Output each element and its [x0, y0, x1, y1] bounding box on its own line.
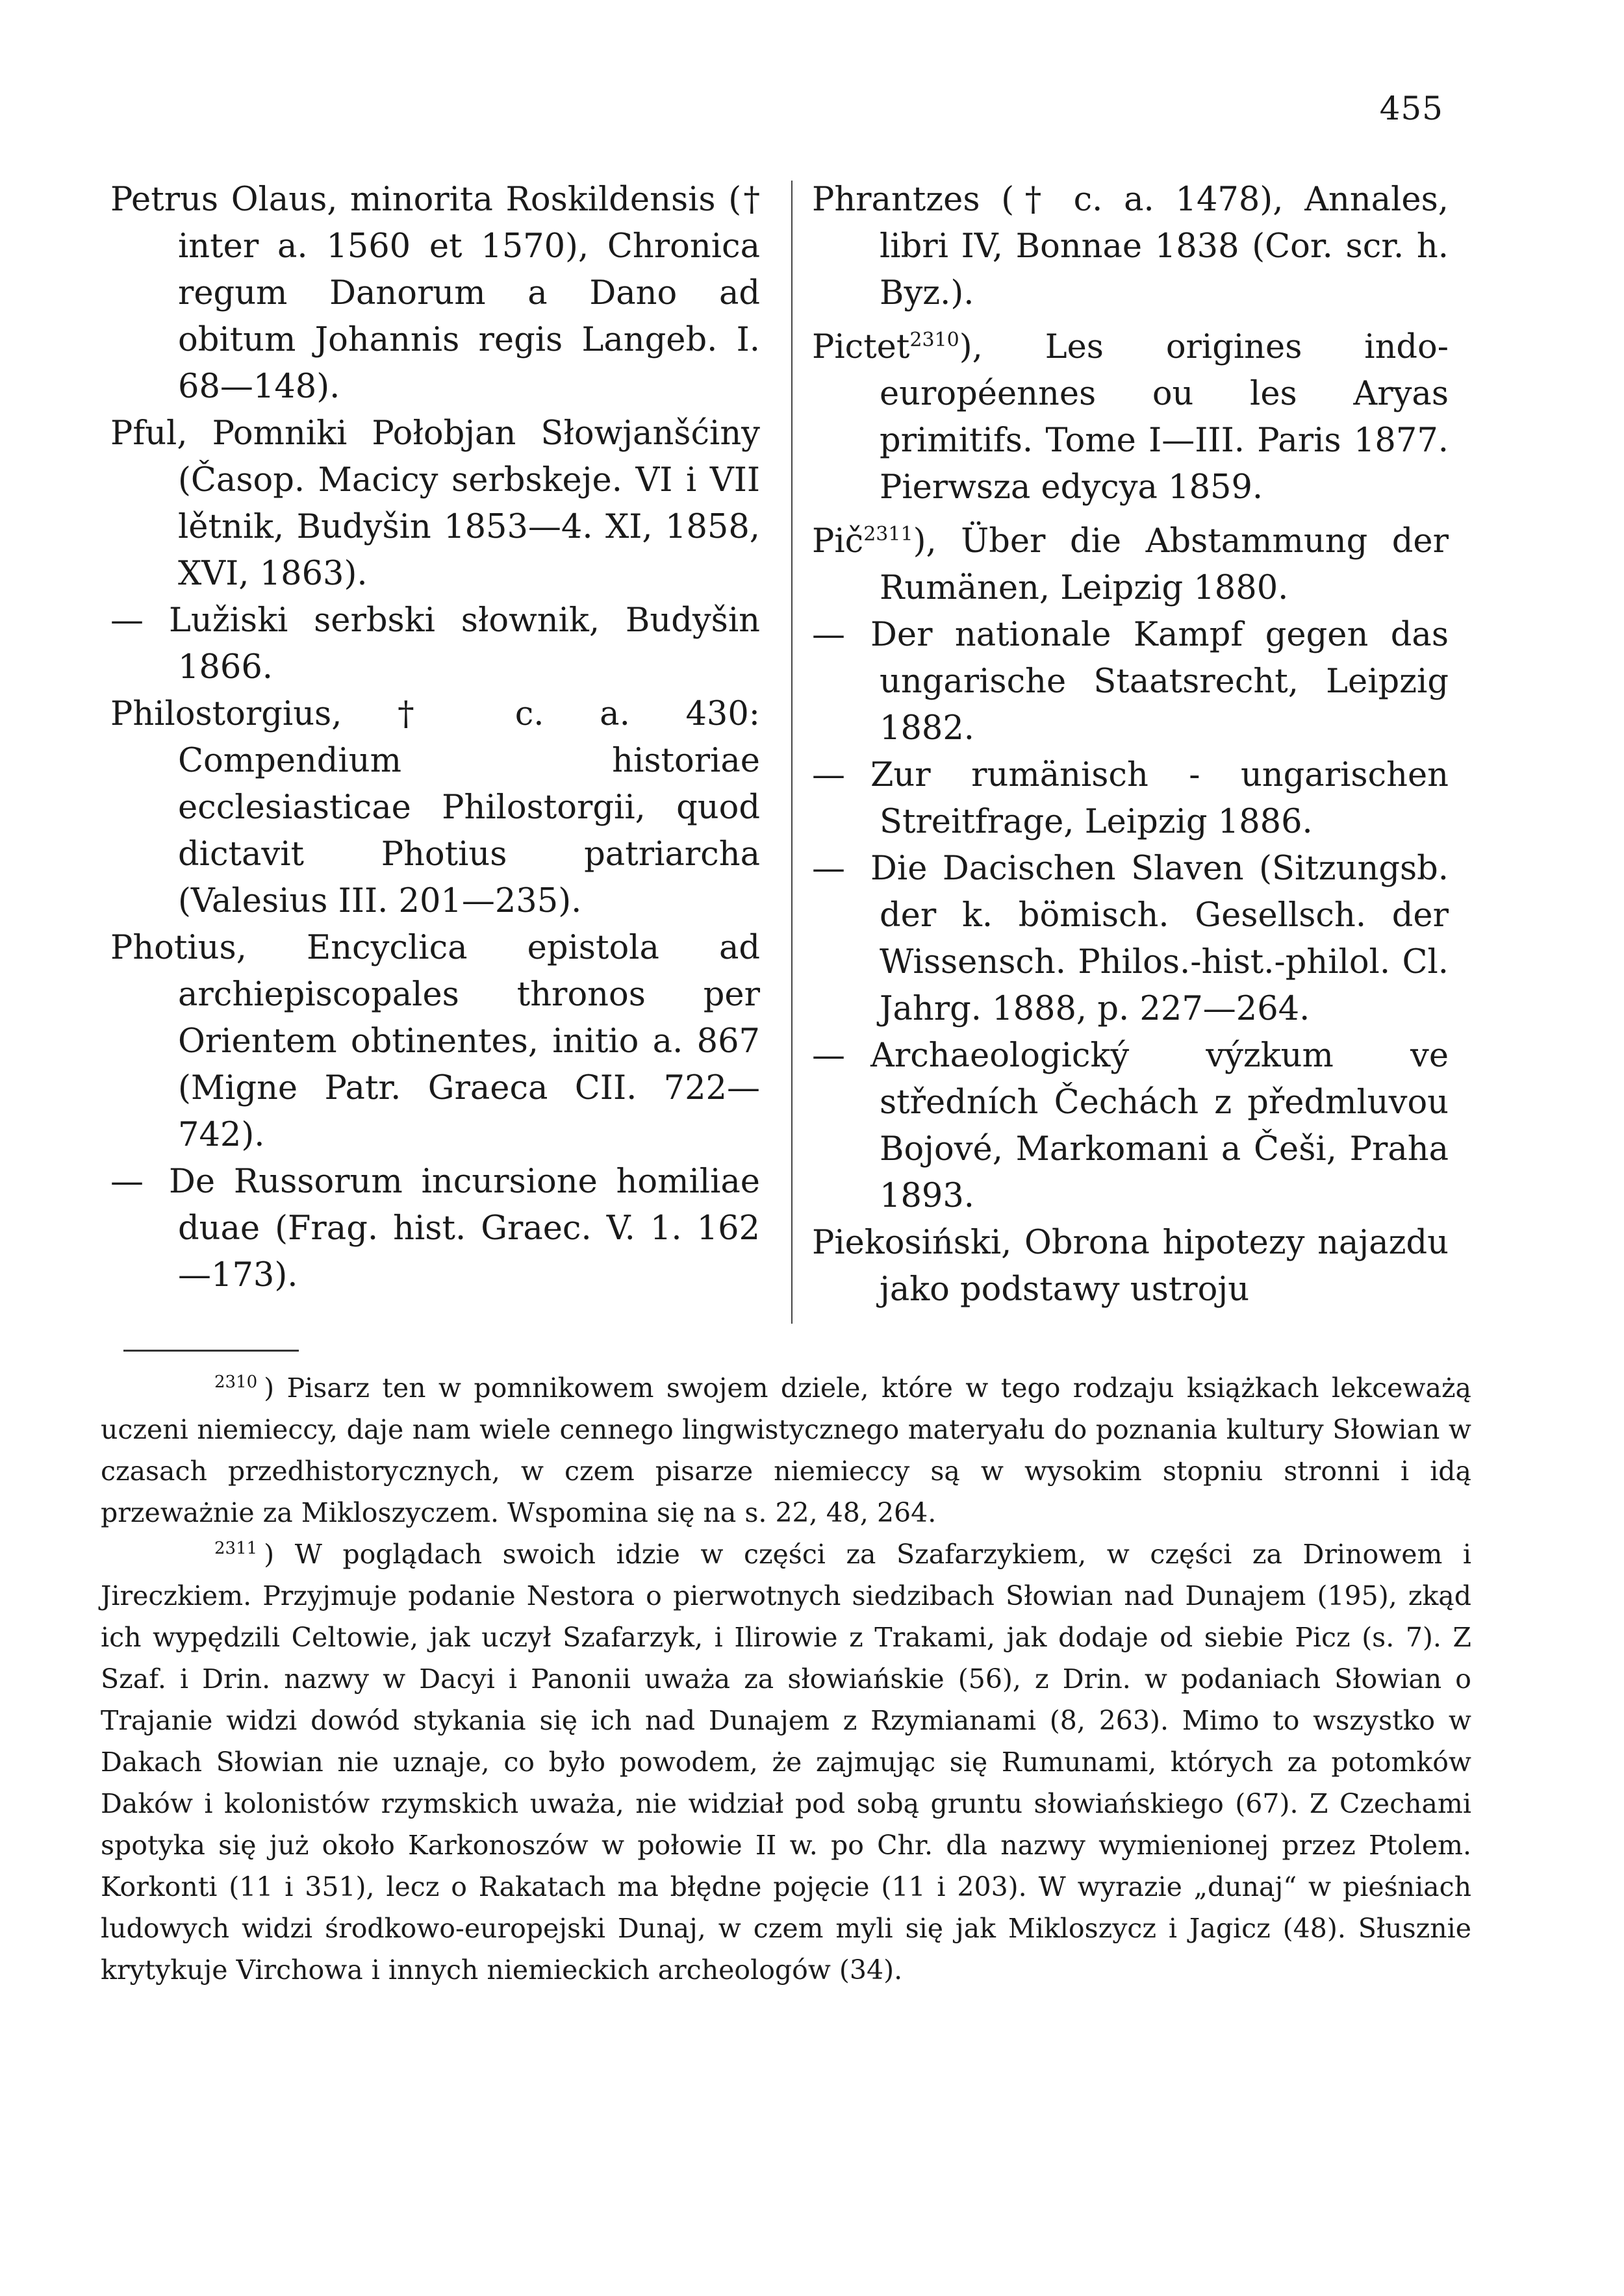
em-dash: —: [110, 1163, 144, 1201]
footnote-mark: 2311: [214, 1539, 258, 1559]
bibliography-entry-continued: [110, 598, 760, 691]
em-dash: —: [812, 850, 845, 888]
footnote-reference: 2311: [863, 523, 913, 546]
footnote: [101, 1367, 1471, 1533]
entry-text: Photius, Encyclica epistola ad archiepiscopales thronos per Orientem obtinentes, initio a. 867 (Migne Patr. Graeca CII. 722—742).: [110, 929, 760, 1154]
bibliography-entry: [110, 691, 760, 925]
bibliography-entry: [110, 177, 760, 410]
footnote-text: ) W poglądach swoich idzie w części za Szafarzykiem, w części za Drinowem i Jireczkiem. Przyjmuje podanie Nestora o pierwotnych siedzibach Słowian nad Dunajem (195), zkąd ich wypędzili Celtowie, jak uczył Szafarzyk, i Ilirowie z Trakami, jak dodaje od siebie Picz (s. 7). Z Szaf. i Drin. nazwy w Dacyi i Panonii uważa za słowiańskie (56), z Drin. w podaniach Słowian o Trajanie widzi dowód stykania się ich nad Dunajem z Rzymianami (8, 263). Mimo to wszystko w Dakach Słowian nie uznaje, co było powodem, że zajmując się Rumunami, których za potomków Daków i kolonistów rzymskich uważa, nie widział pod sobą gruntu słowiańskiego (67). Z Czechami spotyka się już około Karkonoszów w połowie II w. po Chr. dla nazwy wymienionej przez Ptolem. Korkonti (11 i 351), lecz o Rakatach ma błędne pojęcie (11 i 203). W wyrazie „dunaj“ w pieśniach ludowych widzi środkowo-europejski Dunaj, w czem myli się jak Mikloszycz i Jagicz (48). Słusznie krytykuje Virchowa i innych niemieckich archeologów (34).: [101, 1539, 1471, 1986]
entry-text: ), Über die Abstammung der Rumänen, Leipzig 1880.: [880, 522, 1449, 607]
footnote-reference: 2310: [909, 329, 959, 351]
bibliography-entry-continued: [110, 1159, 760, 1299]
bibliography-entry-continued: [812, 612, 1449, 752]
bibliography-entry-continued: [812, 1033, 1449, 1220]
bibliography-entry: [812, 1220, 1449, 1313]
entry-author: Pič: [812, 522, 864, 561]
bibliography-entry: [812, 177, 1449, 317]
em-dash: —: [812, 1037, 845, 1075]
footnote-rule: [123, 1350, 299, 1352]
bibliography-entry: [110, 925, 760, 1159]
footnotes: [101, 1367, 1471, 1991]
em-dash: —: [812, 756, 845, 794]
entry-text: ), Les origines indo-européennes ou les Aryas primitifs. Tome I—III. Paris 1877. Pierwsza edycya 1859.: [880, 328, 1449, 507]
left-column: [110, 177, 760, 1299]
entry-text: Petrus Olaus, minorita Roskildensis († inter a. 1560 et 1570), Chronica regum Danorum a Dano ad obitum Johannis regis Langeb. I. 68—148).: [110, 181, 760, 406]
entry-text: Piekosiński, Obrona hipotezy najazdu jako podstawy ustroju: [812, 1224, 1449, 1309]
bibliography-entry: [110, 410, 760, 598]
footnote-mark: 2310: [214, 1372, 258, 1393]
footnote-text: ) Pisarz ten w pomnikowem swojem dziele, które w tego rodzaju książkach lekceważą uczeni niemieccy, daje nam wiele cennego lingwistycznego materyału do poznania kultury Słowian w czasach przedhistorycznych, w czem pisarze niemieccy są w wysokim stopniu stronni i idą przeważnie za Mikloszyczem. Wspomina się na s. 22, 48, 264.: [101, 1372, 1471, 1528]
em-dash: —: [110, 601, 144, 640]
bibliography-entry-continued: [812, 752, 1449, 846]
bibliography-entry: [812, 511, 1449, 612]
em-dash: —: [812, 616, 845, 654]
entry-text: Zur rumänisch - ungarischen Streitfrage, Leipzig 1886.: [870, 756, 1449, 841]
entry-text: Die Dacischen Slaven (Sitzungsb. der k. bömisch. Gesellsch. der Wissensch. Philos.-hist.-philol. Cl. Jahrg. 1888, p. 227—264.: [870, 850, 1449, 1028]
entry-text: Archaeologický výzkum ve středních Čechách z předmluvou Bojové, Markomani a Češi, Praha 1893.: [870, 1037, 1449, 1215]
entry-text: Philostorgius, † c. a. 430: Compendium historiae ecclesiasticae Philostorgii, quod dictavit Photius patriarcha (Valesius III. 201—235).: [110, 695, 760, 920]
bibliography-entry: [812, 317, 1449, 511]
bibliography-entry-continued: [812, 846, 1449, 1033]
entry-text: Phrantzes († c. a. 1478), Annales, libri IV, Bonnae 1838 (Cor. scr. h. Byz.).: [812, 181, 1449, 312]
entry-text: Lužiski serbski słownik, Budyšin 1866.: [169, 601, 760, 687]
entry-text: De Russorum incursione homiliae duae (Frag. hist. Graec. V. 1. 162—173).: [169, 1163, 760, 1294]
entry-author: Pictet: [812, 328, 910, 366]
column-divider: [791, 181, 793, 1324]
entry-text: Der nationale Kampf gegen das ungarische Staatsrecht, Leipzig 1882.: [870, 616, 1449, 748]
right-column: [812, 177, 1449, 1313]
page-number: 455: [1379, 90, 1443, 127]
entry-text: Pful, Pomniki Połobjan Słowjanšćiny (Časop. Macicy serbskeje. VI i VII lětnik, Budyšin 1853—4. XI, 1858, XVI, 1863).: [110, 414, 760, 593]
footnote: [101, 1533, 1471, 1991]
